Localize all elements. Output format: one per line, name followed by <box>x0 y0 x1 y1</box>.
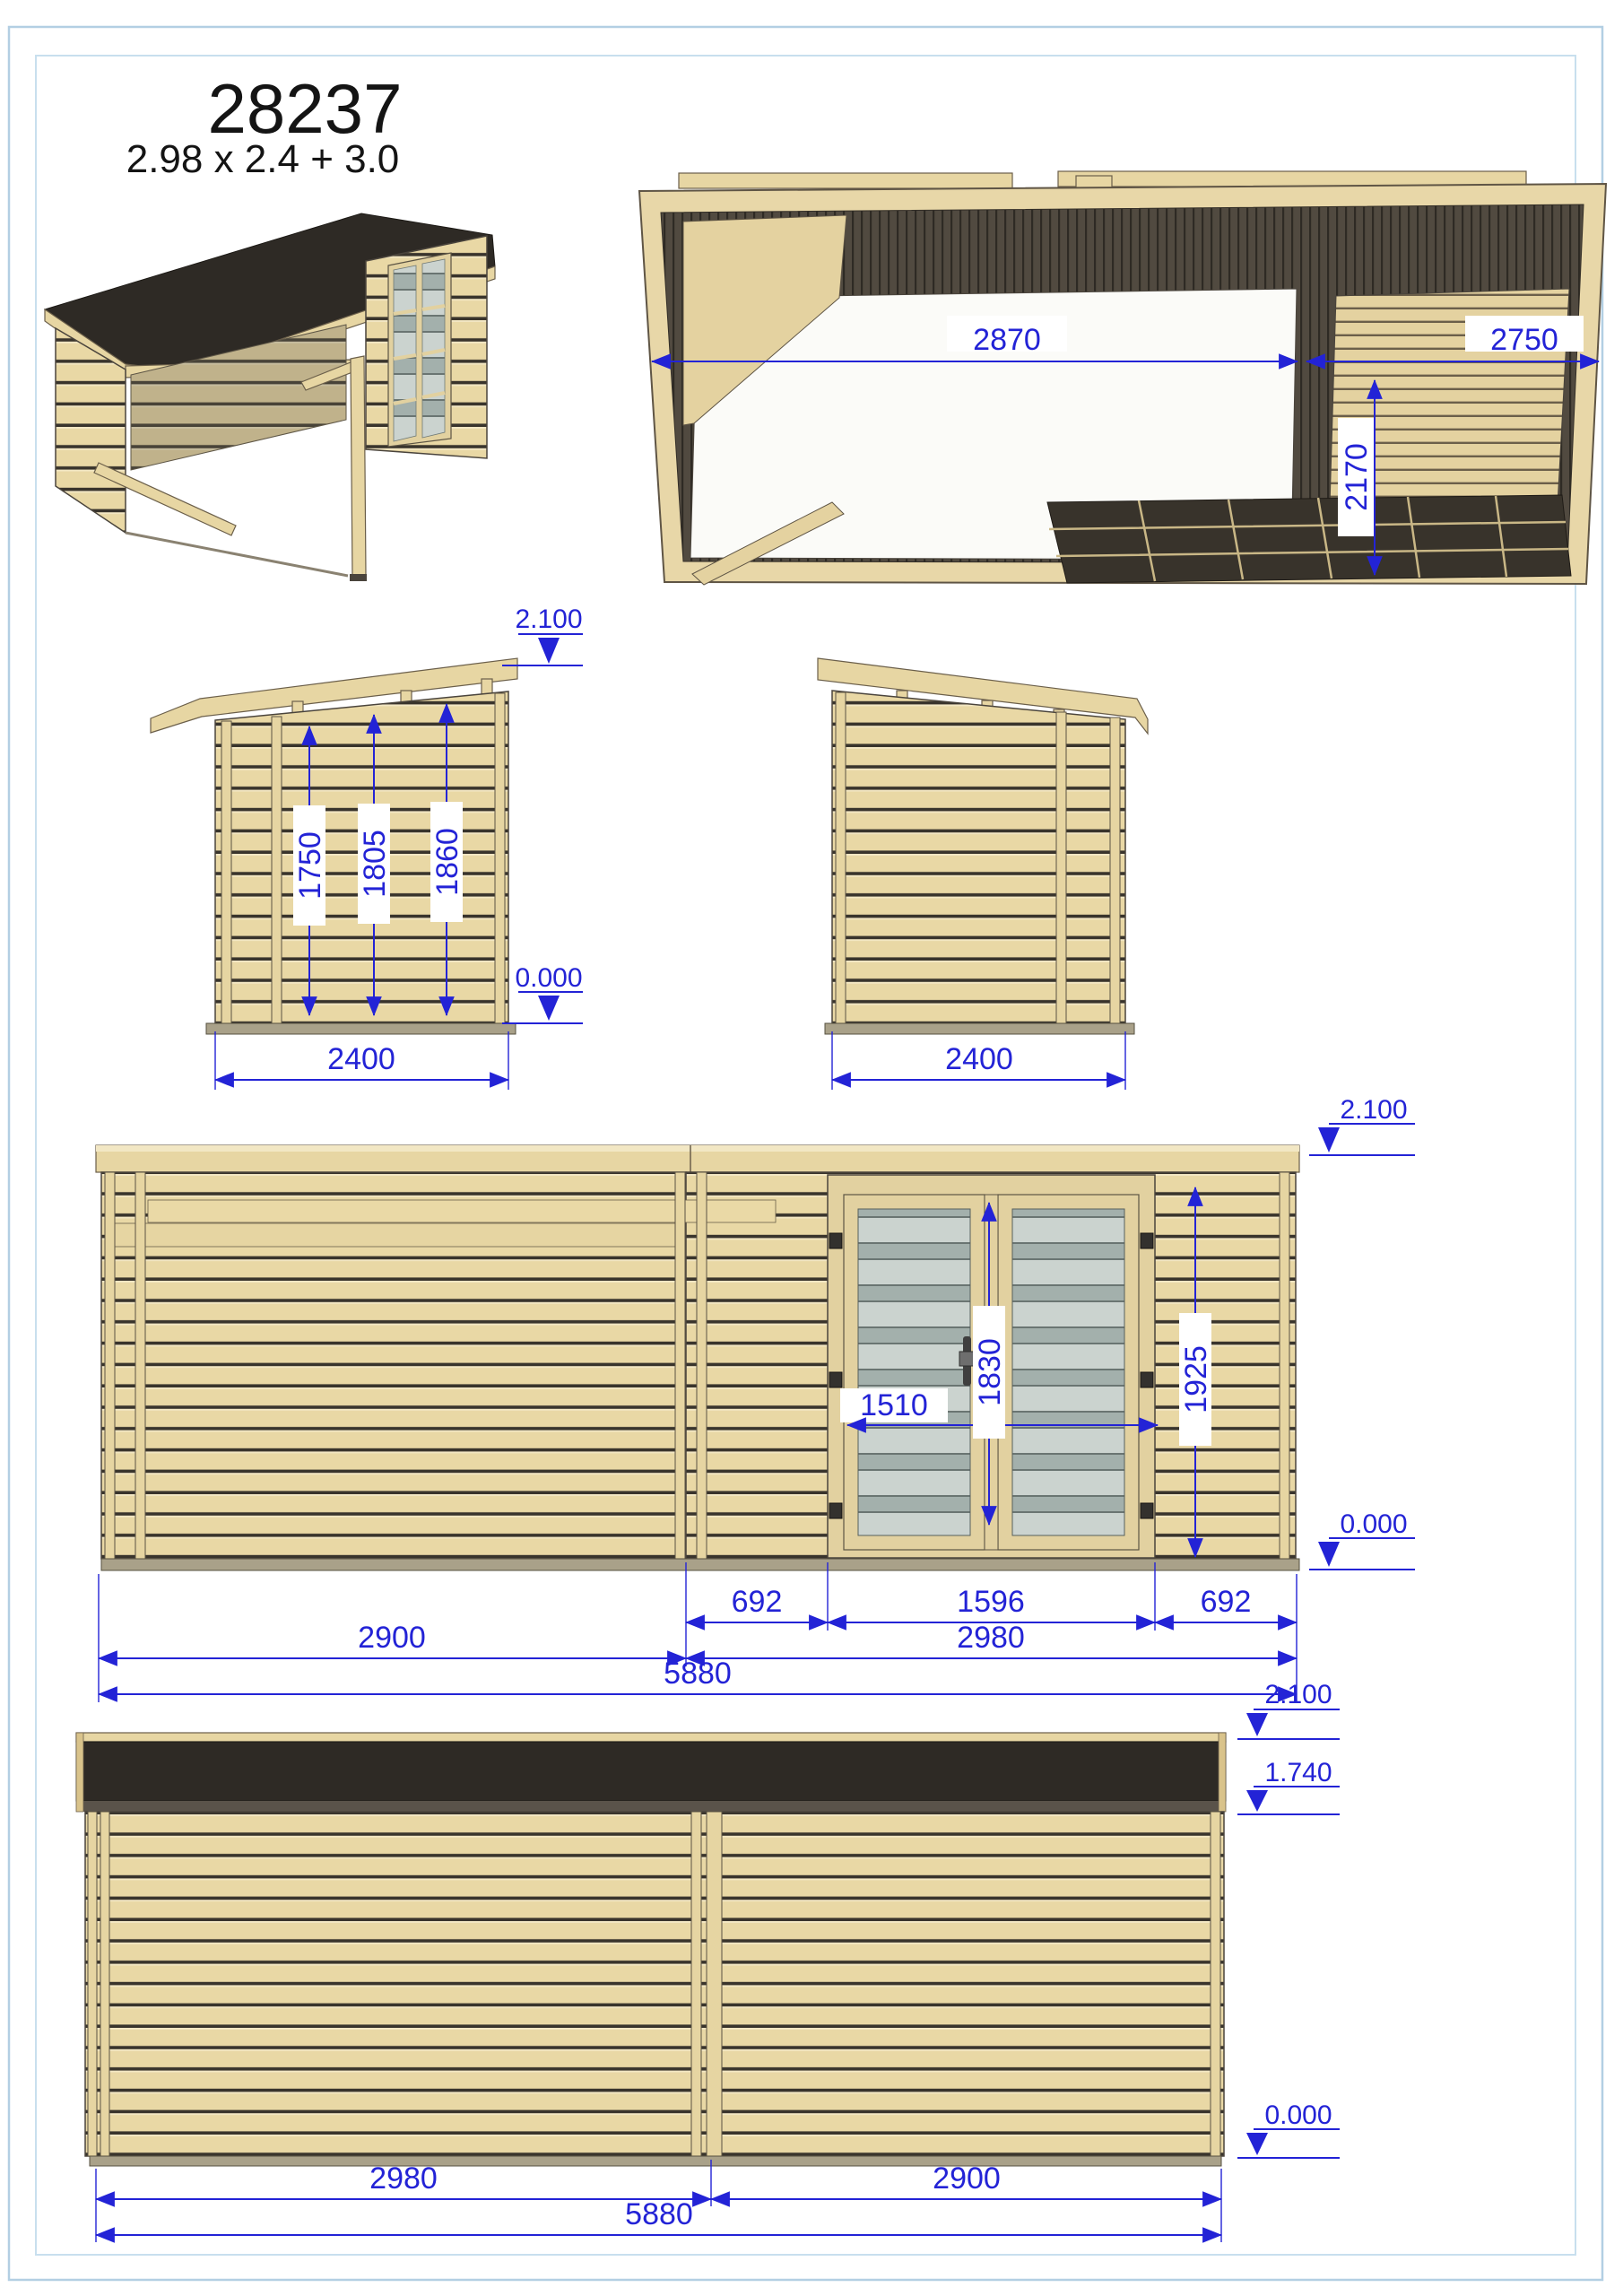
view-floor-plan <box>639 171 1606 585</box>
plan-depth-dim: 2170 <box>1339 443 1374 511</box>
door-hinge-icon <box>829 1233 842 1248</box>
roof-beam-top-left <box>679 173 1012 188</box>
title-block <box>126 69 403 181</box>
datum-arrow-icon <box>1246 1713 1268 1736</box>
door-hinge-icon <box>1141 1372 1153 1387</box>
front-level-ground <box>1309 1509 1415 1570</box>
side-right-width-label: 2400 <box>945 1042 1013 1076</box>
seg-right-dim: 692 <box>1200 1585 1252 1619</box>
foundation-beam <box>206 1023 516 1034</box>
wall-stud <box>100 1812 109 2156</box>
view-3d-perspective <box>45 213 495 581</box>
door-width-dim: 1510 <box>860 1388 928 1422</box>
rear-total-width-dim: 5880 <box>625 2197 693 2231</box>
height-dim-1805: 1805 <box>357 830 392 898</box>
wall-stud <box>691 1812 701 2156</box>
door-height-dim: 1830 <box>972 1338 1007 1406</box>
rear-left-width-dim: 2980 <box>369 2161 438 2196</box>
wall-rear <box>85 1812 1224 2156</box>
side-wall-log-band <box>105 1223 679 1247</box>
wall-stud <box>88 1812 97 2156</box>
level-top-label: 2.100 <box>515 604 583 634</box>
page-subtitle: 2.98 x 2.4 + 3.0 <box>126 137 400 181</box>
canopy-post-3d <box>351 356 366 578</box>
door-glass-left <box>858 1209 970 1535</box>
plan-canopy-width-dim: 2870 <box>973 323 1041 357</box>
wall-side-right <box>832 691 1125 1023</box>
wall-stud <box>495 693 505 1023</box>
wall-height-dim: 1925 <box>1178 1345 1213 1413</box>
rear-level-ground <box>1237 2100 1340 2158</box>
level-mark-top <box>502 604 583 665</box>
roof-end-cap <box>76 1733 83 1812</box>
datum-arrow-icon <box>1246 1790 1268 1812</box>
datum-arrow-icon <box>1318 1542 1340 1567</box>
wall-stud <box>272 717 282 1023</box>
post-foot-3d <box>350 574 367 581</box>
page-title: 28237 <box>207 69 403 148</box>
datum-arrow-icon <box>538 638 560 664</box>
rear-level-eave <box>1237 1758 1340 1814</box>
door-hinge-icon <box>829 1503 842 1518</box>
wall-stud <box>675 1172 685 1559</box>
level-eave-label: 1.740 <box>1264 1758 1332 1787</box>
door-hinge-icon <box>1141 1233 1153 1248</box>
wall-stud <box>1110 718 1120 1023</box>
door-hinge-icon <box>1141 1503 1153 1518</box>
height-dim-1750: 1750 <box>292 831 327 900</box>
door-glass-right <box>1012 1209 1124 1535</box>
rear-level-top <box>1237 1680 1340 1739</box>
rear-bottom-dims <box>96 2160 1221 2242</box>
front-bottom-dims <box>99 1562 1297 1702</box>
datum-arrow-icon <box>538 996 560 1021</box>
side-left-width-label: 2400 <box>327 1042 395 1076</box>
rear-right-width-dim: 2900 <box>933 2161 1001 2196</box>
wall-stud <box>221 721 231 1023</box>
view-front-elevation <box>96 1095 1415 1702</box>
level-mark-ground <box>502 963 583 1023</box>
view-side-elevation-left <box>151 604 583 1090</box>
datum-arrow-icon <box>1246 2133 1268 2155</box>
level-ground-label: 0.000 <box>1340 1509 1408 1539</box>
seg-left-dim: 692 <box>731 1585 783 1619</box>
cabin-width-dim: 2980 <box>957 1621 1025 1655</box>
view-rear-elevation <box>76 1680 1340 2242</box>
eave-shadow-rear <box>76 1801 1226 1812</box>
level-top-label: 2.100 <box>1264 1680 1332 1709</box>
roof-edge-highlight <box>96 1145 1299 1152</box>
canopy-floor-edge-3d <box>126 533 348 576</box>
roof-edge-rear <box>76 1733 1226 1742</box>
total-width-dim: 5880 <box>664 1657 732 1691</box>
roof-felt-band-rear <box>76 1742 1226 1801</box>
foundation-beam <box>825 1023 1134 1034</box>
view-side-elevation-right <box>818 658 1148 1090</box>
wall-stud <box>1211 1812 1220 2156</box>
door-glass-right-3d <box>422 259 445 438</box>
front-level-top <box>1309 1095 1415 1155</box>
wall-stud <box>697 1172 707 1559</box>
level-top-label: 2.100 <box>1340 1095 1408 1125</box>
level-ground-label: 0.000 <box>1264 2100 1332 2130</box>
height-dim-1860: 1860 <box>430 828 464 896</box>
foundation-beam <box>101 1559 1299 1570</box>
floor-joists-plan <box>1047 495 1571 583</box>
wall-stud <box>1280 1172 1289 1559</box>
foundation-beam <box>90 2156 1221 2166</box>
side-left-width-dim <box>215 1031 508 1090</box>
wall-stud <box>1056 712 1066 1023</box>
wall-stud <box>707 1812 722 2156</box>
wall-stud <box>836 692 846 1023</box>
wall-stud <box>135 1172 145 1559</box>
plan-room-width-dim: 2750 <box>1490 323 1558 357</box>
door-hinge-icon <box>829 1372 842 1387</box>
wall-stud <box>105 1172 115 1559</box>
side-right-width-dim <box>832 1031 1125 1090</box>
datum-arrow-icon <box>1318 1127 1340 1152</box>
level-ground-label: 0.000 <box>515 963 583 993</box>
door-opening-dim: 1596 <box>957 1585 1025 1619</box>
roof-end-cap <box>1219 1733 1226 1812</box>
canopy-width-dim: 2900 <box>358 1621 426 1655</box>
door-glass-left-3d <box>394 265 416 441</box>
